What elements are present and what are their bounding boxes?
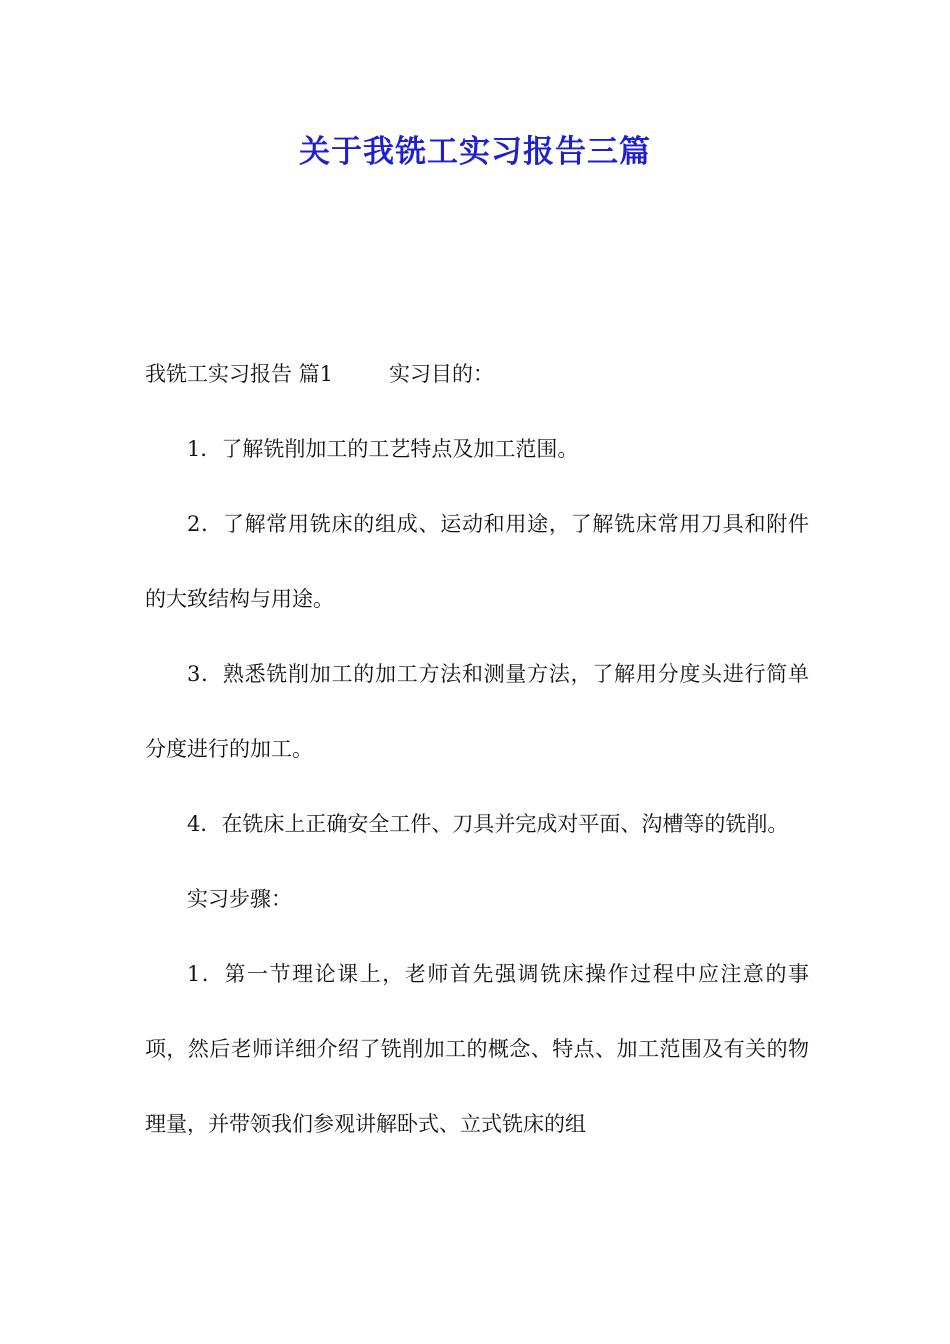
paragraph-step-1: 1．第一节理论课上，老师首先强调铣床操作过程中应注意的事项，然后老师详细介绍了铣削加工的概念、特点、加工范围及有关的物理量，并带领我们参观讲解卧式、立式铣床的组	[145, 962, 809, 1136]
purpose-heading: 实习目的：	[389, 362, 495, 386]
document-body	[145, 337, 809, 1162]
paragraph-purpose-3: 3．熟悉铣削加工的加工方法和测量方法，了解用分度头进行简单分度进行的加工。	[145, 662, 809, 761]
section-heading: 我铣工实习报告 篇1	[145, 362, 334, 386]
document-title: 关于我铣工实习报告三篇	[299, 134, 651, 170]
paragraph-purpose-2: 2．了解常用铣床的组成、运动和用途，了解铣床常用刀具和附件的大致结构与用途。	[145, 512, 809, 611]
paragraph-purpose-4: 4．在铣床上正确安全工件、刀具并完成对平面、沟槽等的铣削。	[187, 812, 789, 836]
section-heading-line	[145, 337, 809, 412]
paragraph-purpose-1: 1．了解铣削加工的工艺特点及加工范围。	[187, 437, 579, 461]
steps-heading: 实习步骤：	[187, 887, 292, 911]
